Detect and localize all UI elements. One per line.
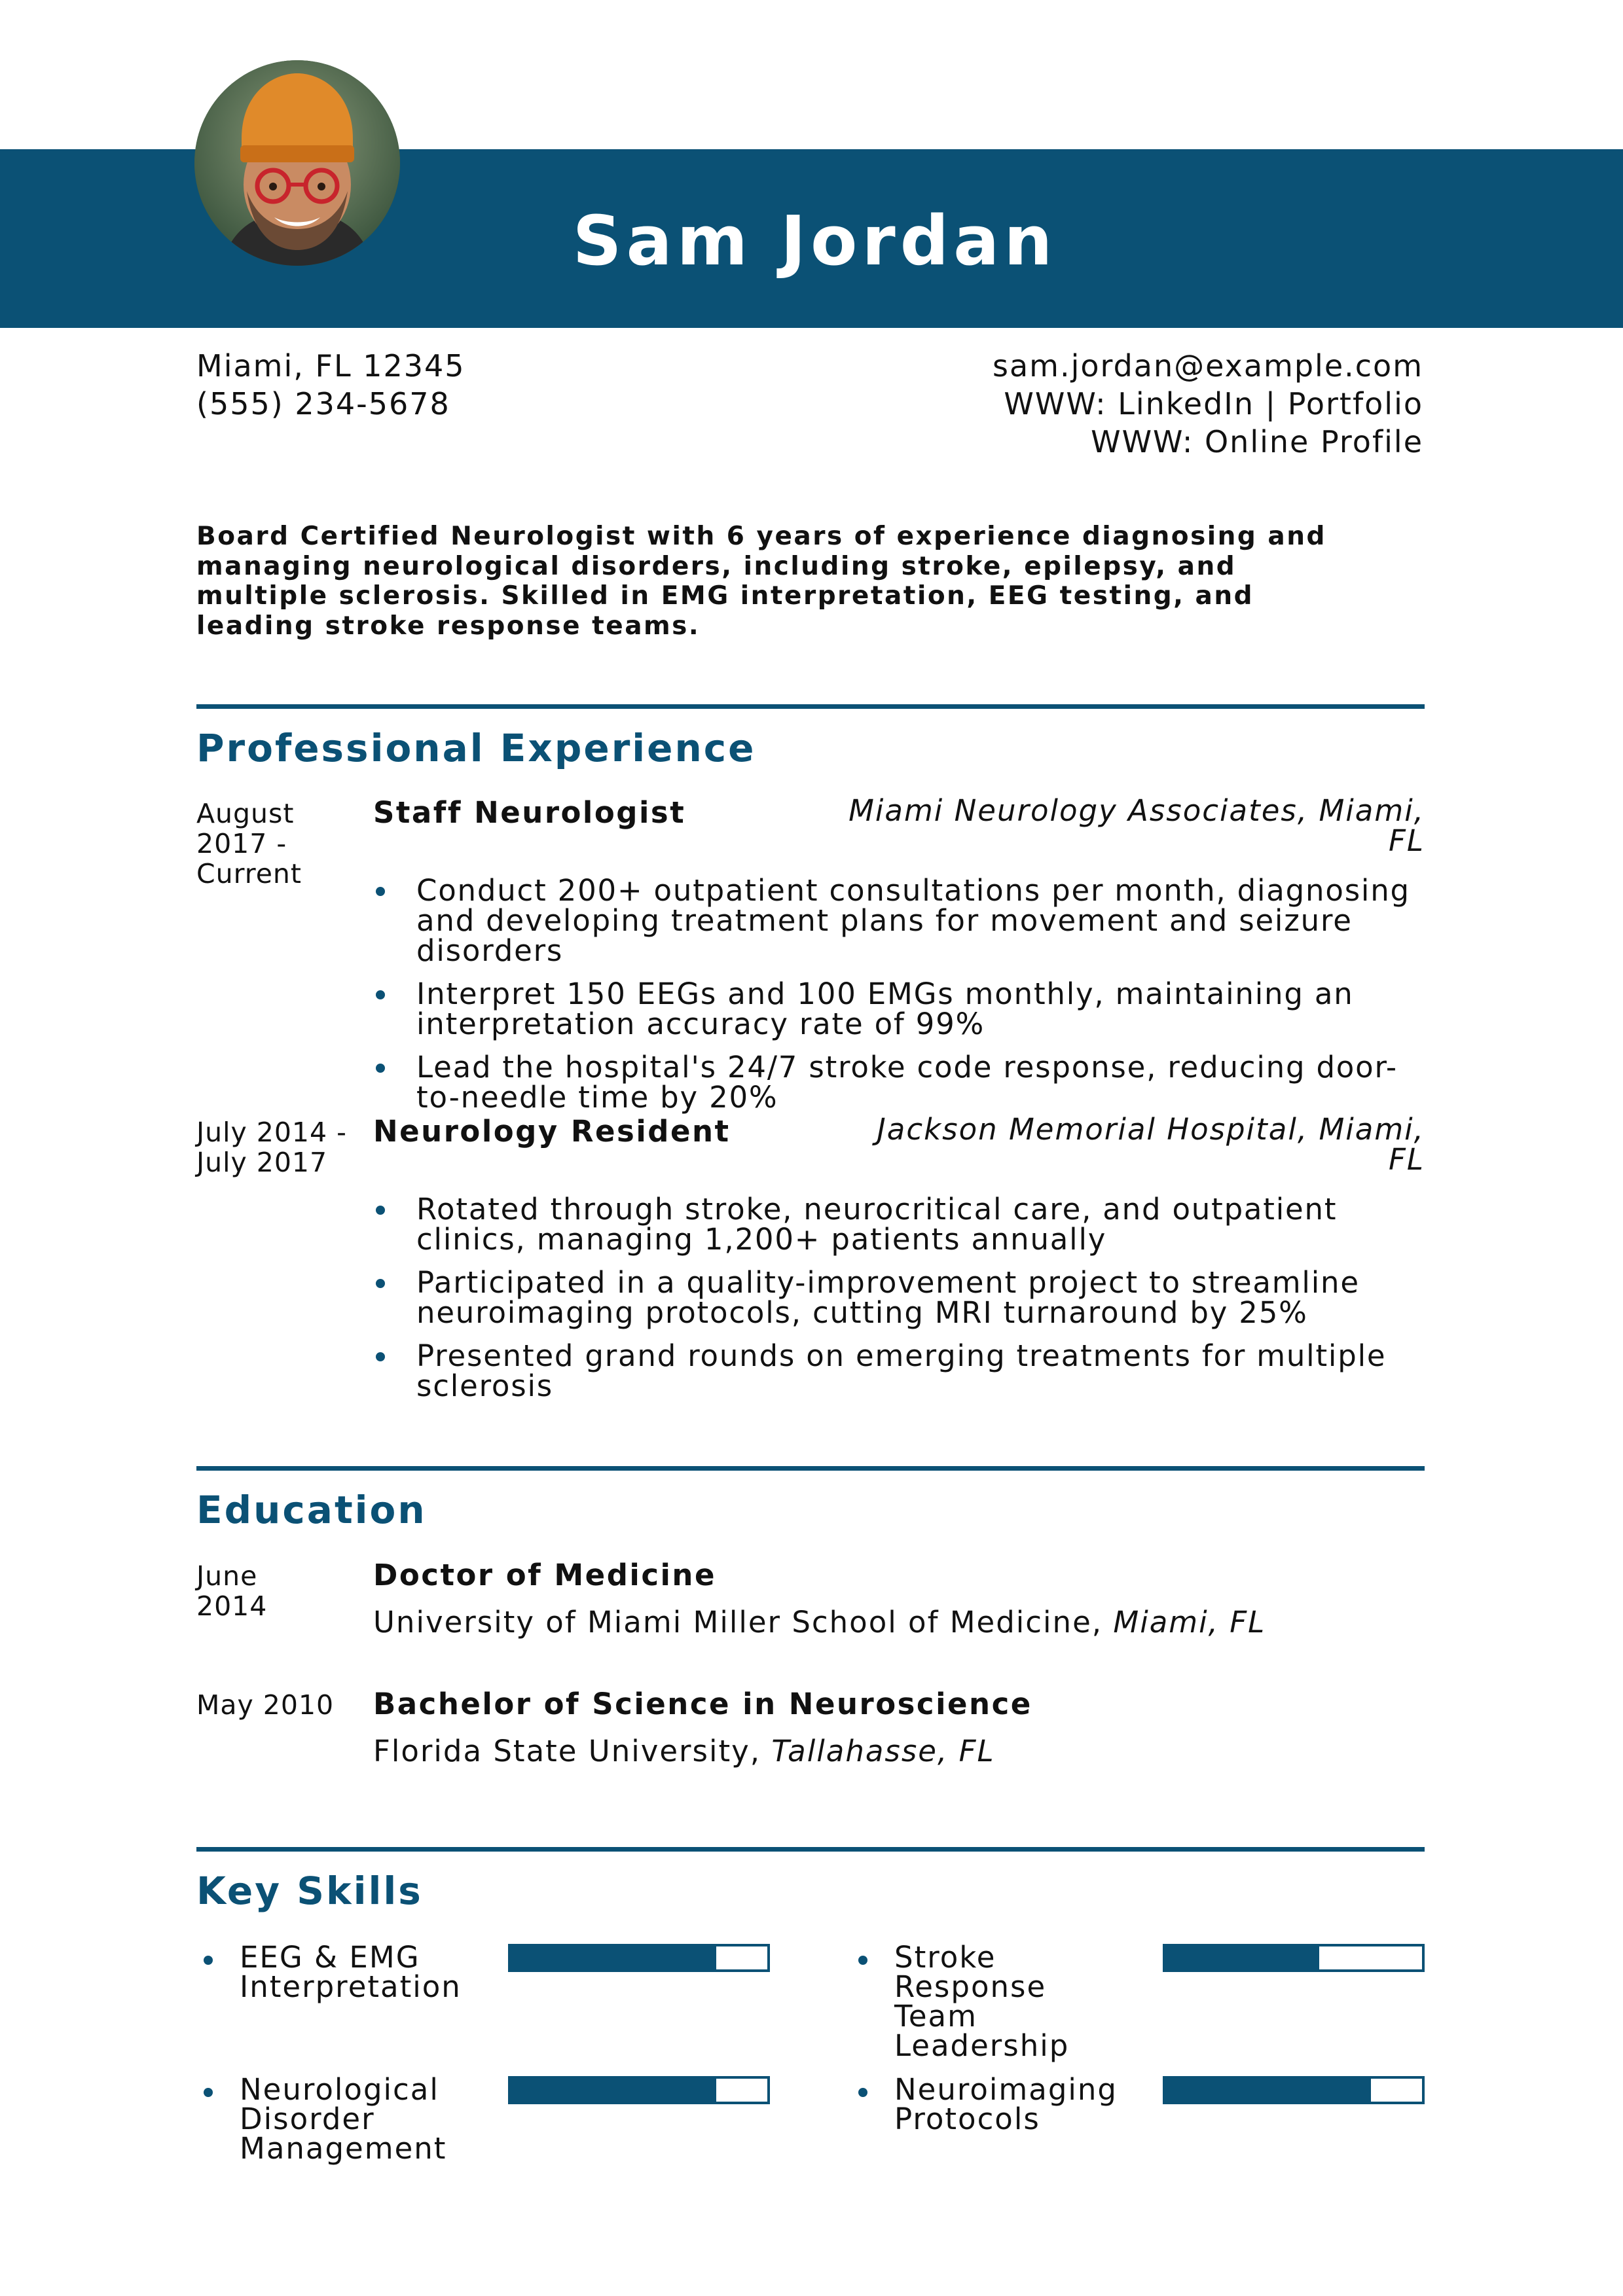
school [373,1734,995,1768]
bullet-icon [204,1956,213,1965]
address: Miami, FL 12345 [196,348,465,384]
job-title: Neurology Resident [373,1114,731,1149]
list-item: Presented grand rounds on emerging treatments for multiple sclerosis [373,1341,1425,1401]
skill-level-fill [511,2079,716,2102]
employer: Jackson Memorial Hospital, Miami, FL [877,1112,1425,1177]
bullet-icon [204,2088,213,2097]
contact-right [993,347,1423,461]
school-name: University of Miami Miller School of Medicine, [373,1605,1114,1640]
skill-level-fill [511,1946,716,1969]
professional-summary: Board Certified Neurologist with 6 years of experience diagnosing and managing neurological disorders, including stroke, epilepsy, and multiple sclerosis. Skilled in EMG interpretation, EEG testing, and leading stroke response teams. [196,522,1326,641]
phone: (555) 234-5678 [196,386,450,422]
section-title-experience: Professional Experience [196,726,756,770]
list-item: Conduct 200+ outpatient consultations per month, diagnosing and developing treatment plans for movement and seizure disorders [373,876,1425,966]
employer: Miami Neurology Associates, Miami, FL [848,793,1425,858]
list-item: Interpret 150 EEGs and 100 EMGs monthly, maintaining an interpretation accuracy rate of 99% [373,979,1425,1039]
school-name: Florida State University, [373,1734,772,1768]
profile-photo [194,60,400,266]
experience-date: August 2017 - Current [196,798,302,889]
online-profile-link[interactable]: WWW: Online Profile [1091,424,1423,459]
list-item: Participated in a quality-improvement project to streamline neuroimaging protocols, cutting MRI turnaround by 25% [373,1268,1425,1328]
school-location: Miami, FL [1113,1605,1266,1640]
skill-level-bar [508,2076,770,2104]
section-title-education: Education [196,1488,427,1532]
bullet-icon [858,1956,867,1965]
school [373,1605,1266,1640]
skill-name: Neurological Disorder Management [240,2072,447,2166]
web-links[interactable]: WWW: LinkedIn | Portfolio [1004,386,1423,422]
education-date: May 2010 [196,1689,335,1721]
profile-photo-illustration [194,60,400,266]
candidate-name: Sam Jordan [572,201,1057,281]
degree: Bachelor of Science in Neuroscience [373,1687,1032,1721]
skill-level-bar [1163,2076,1425,2104]
section-divider [196,704,1425,709]
school-location: Tallahasse, FL [771,1734,995,1768]
skill-level-bar [508,1944,770,1972]
skill-name: Neuroimaging Protocols [894,2072,1118,2136]
email-link[interactable]: sam.jordan@example.com [992,348,1423,384]
list-item: Rotated through stroke, neurocritical care, and outpatient clinics, managing 1,200+ patients annually [373,1194,1425,1255]
skill-level-fill [1165,2079,1371,2102]
experience-bullets [373,1194,1425,1414]
degree: Doctor of Medicine [373,1558,716,1592]
skill-name: Stroke Response Team Leadership [894,1940,1070,2063]
skill-level-fill [1165,1946,1319,1969]
bullet-icon [858,2088,867,2097]
job-title: Staff Neurologist [373,795,686,830]
section-divider [196,1466,1425,1471]
skill-level-bar [1163,1944,1425,1972]
contact-left [196,347,465,423]
education-date: June 2014 [196,1560,268,1622]
experience-date: July 2014 - July 2017 [196,1117,347,1178]
section-title-skills: Key Skills [196,1869,423,1913]
section-divider [196,1847,1425,1852]
list-item: Lead the hospital's 24/7 stroke code response, reducing door-to-needle time by 20% [373,1052,1425,1113]
experience-bullets [373,873,1425,1126]
skill-name: EEG & EMG Interpretation [240,1940,462,2004]
